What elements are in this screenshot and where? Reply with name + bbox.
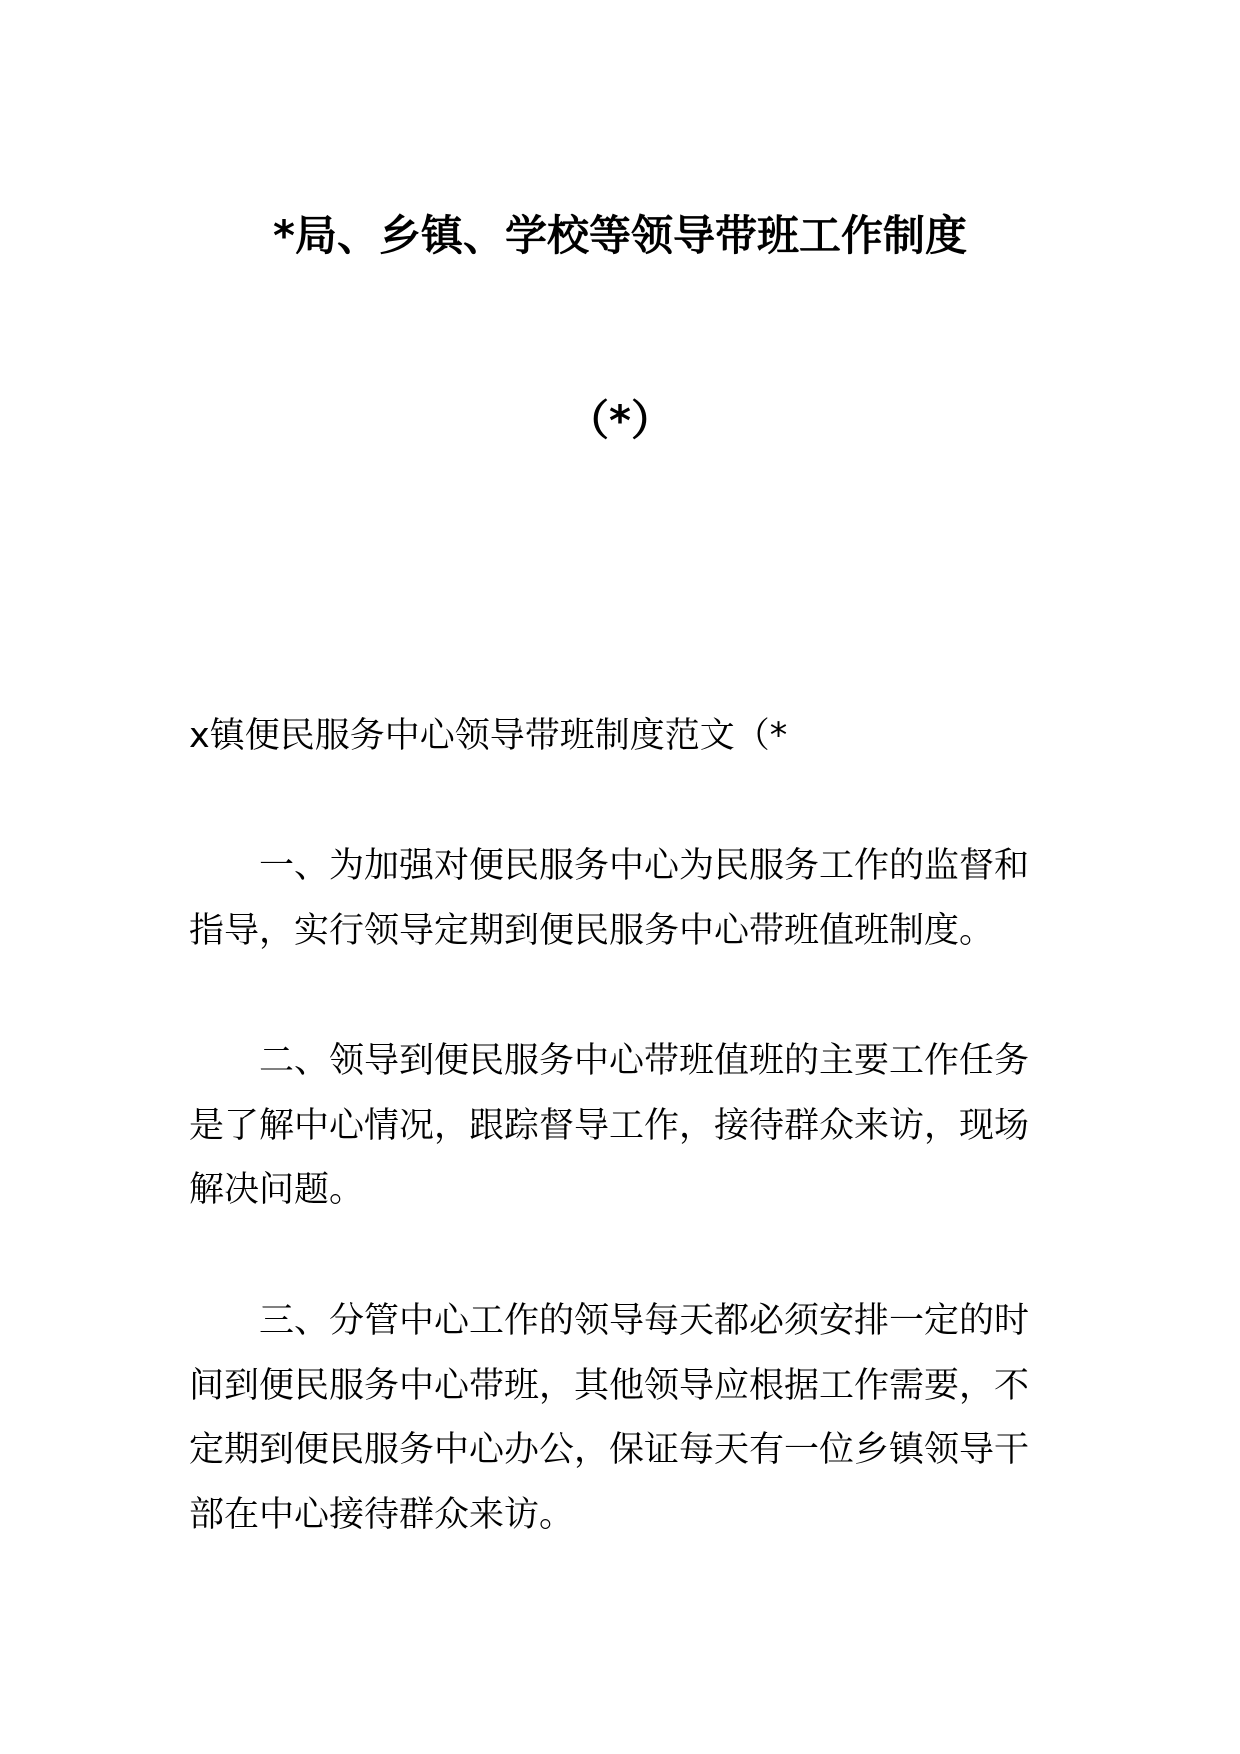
paragraph-2: 二、领导到便民服务中心带班值班的主要工作任务是了解中心情况，跟踪督导工作，接待群众来访，现场解决问题。	[189, 1041, 1030, 1210]
paragraph-1: 一、为加强对便民服务中心为民服务工作的监督和指导，实行领导定期到便民服务中心带班值班制度。	[189, 846, 1030, 951]
lead-line: x镇便民服务中心领导带班制度范文（*	[189, 716, 788, 756]
document-subtitle: （*）	[567, 396, 673, 445]
paragraph-3: 三、分管中心工作的领导每天都必须安排一定的时间到便民服务中心带班，其他领导应根据工作需要，不定期到便民服务中心办公，保证每天有一位乡镇领导干部在中心接待群众来访。	[189, 1301, 1030, 1535]
document-title: *局、乡镇、学校等领导带班工作制度	[273, 211, 967, 260]
